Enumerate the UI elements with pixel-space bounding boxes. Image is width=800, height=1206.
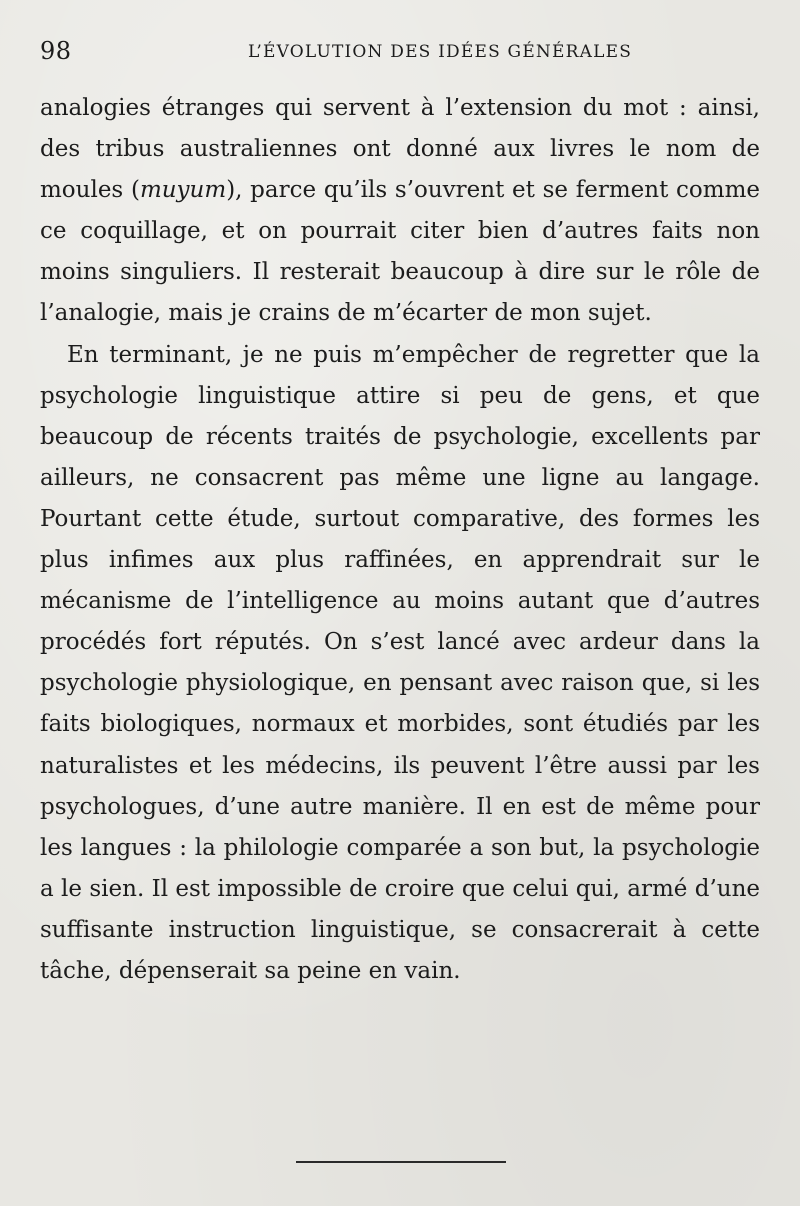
paragraph-text: analogies étranges qui servent à l’extension du mot : ainsi, des tribus australiennes ont donné aux livres le nom de moules ( xyxy=(40,95,760,204)
paragraph: En terminant, je ne puis m’empêcher de regretter que la psychologie linguistique attire si peu de gens, et que beaucoup de récents traités de psychologie, excellents par ailleurs, ne consacrent pas même une ligne au langage. Pourtant cette étude, surtout comparative, des formes les plus infimes aux plus raffinées, en apprendrait sur le mécanisme de l’intelligence au moins autant que d’autres procédés fort réputés. On s’est lancé avec ardeur dans la psychologie physiologique, en pensant avec raison que, si les faits biologiques, normaux et morbides, sont étudiés par les naturalistes et les médecins, ils peuvent l’être aussi par les psychologues, d’une autre manière. Il en est de même pour les langues : la philologie comparée a son but, la psychologie a le sien. Il est impossible de croire que celui qui, armé d’une suffisante instruction linguistique, se consacrerait à cette tâche, dépenserait sa peine en vain. xyxy=(40,341,760,984)
closing-rule xyxy=(296,1161,506,1163)
paragraph-text: ), parce qu’ils s’ouvrent et se ferment comme ce coquillage, et on pourrait citer bien d’autres faits non moins singuliers. Il resterait beaucoup à dire sur le rôle de l’analogie, mais je crains de m’écarter de mon sujet. xyxy=(40,177,761,327)
page-header xyxy=(40,36,760,68)
running-head: L’ÉVOLUTION DES IDÉES GÉNÉRALES xyxy=(247,42,633,62)
paragraph xyxy=(40,88,760,335)
body-text xyxy=(40,88,760,992)
italic-term: muyum xyxy=(139,177,227,204)
page-number: 98 xyxy=(40,37,72,65)
